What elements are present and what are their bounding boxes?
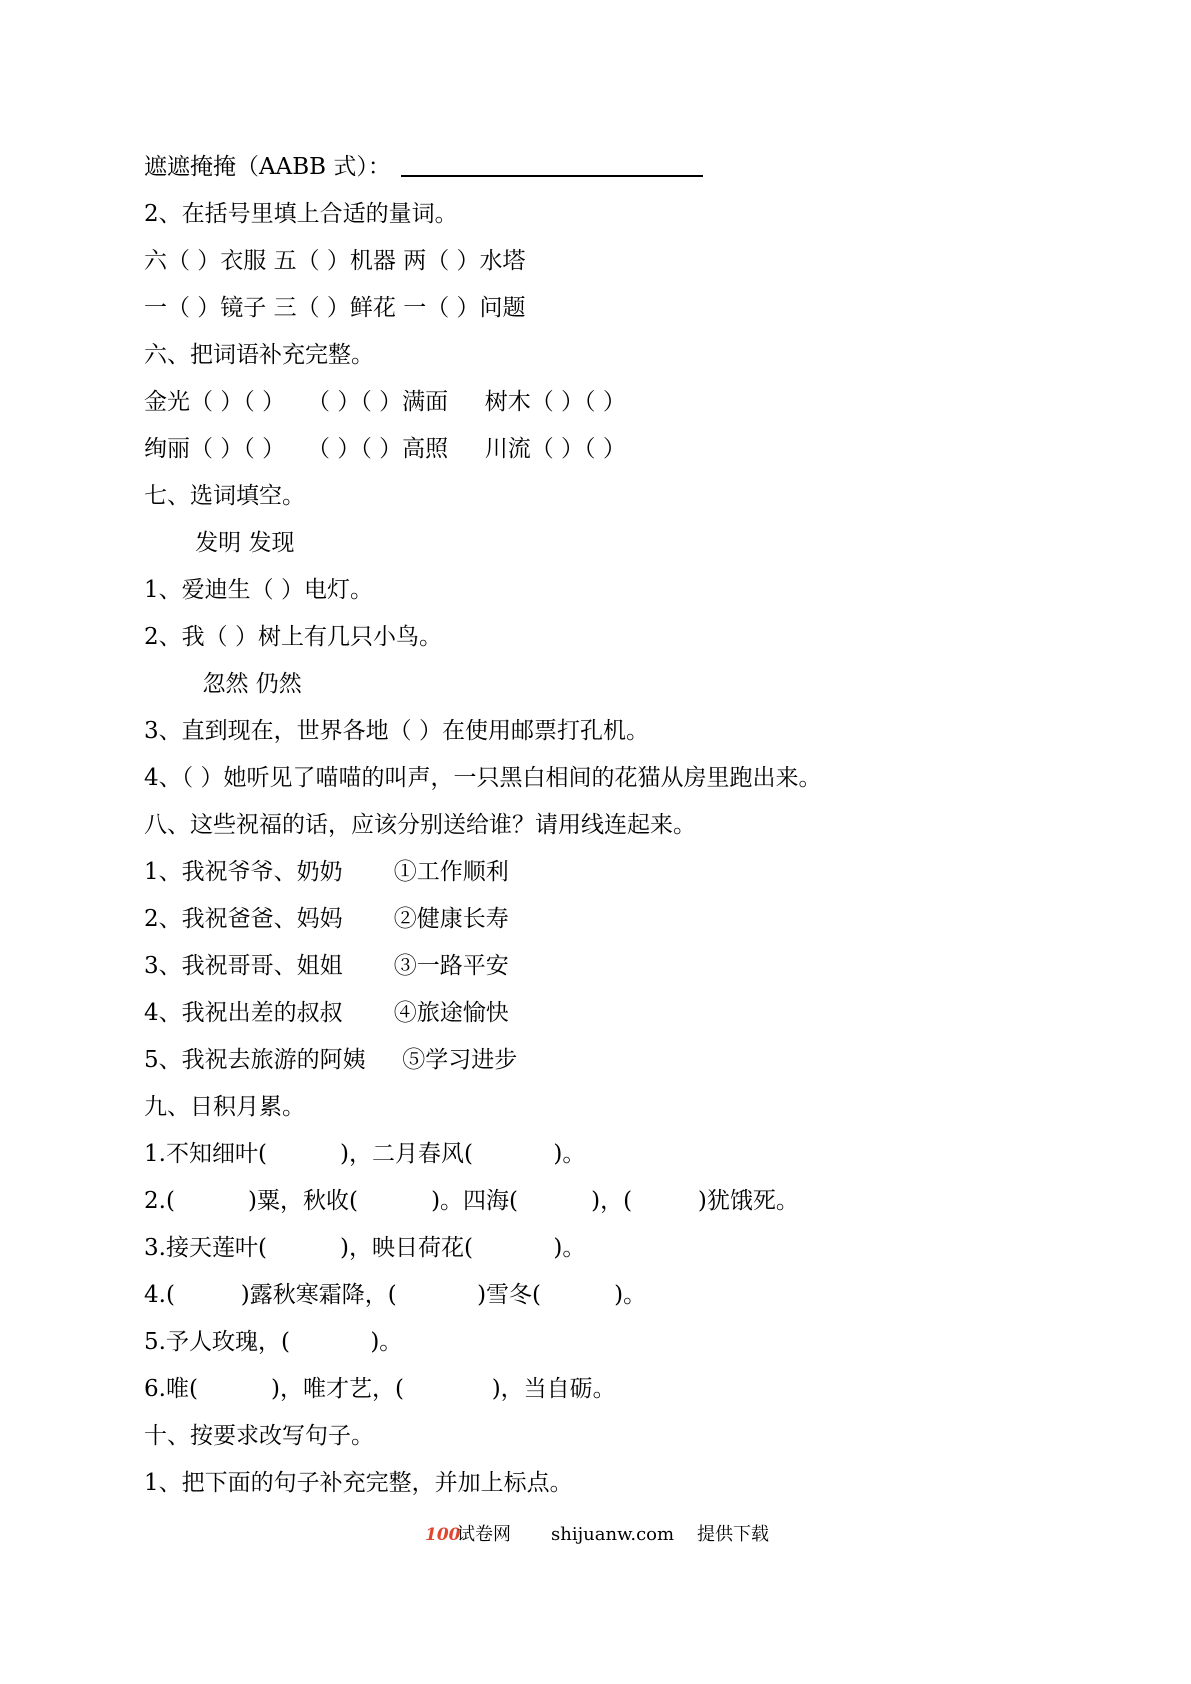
line-aabb-prompt: 遮遮掩掩（AABB 式）： [144,154,391,180]
line-stamp-machine: 3、直到现在，世界各地（ ）在使用邮票打孔机。 [144,718,649,744]
line-phrase-row-1: 金光（ ）（ ） （ ）（ ）满面 树木（ ）（ ） [144,389,626,415]
line-edison: 1、爱迪生（ ）电灯。 [144,577,373,603]
footer-tagline: 提供下载 [697,1524,769,1545]
site-url: shijuanw.com [551,1524,675,1545]
section-eight-heading: 八、这些祝福的话，应该分别送给谁？请用线连起来。 [144,812,696,838]
logo-100-mark: 100 [425,1525,461,1545]
section-nine-heading: 九、日积月累。 [144,1094,305,1120]
poem-line-5: 5.予人玫瑰，( )。 [144,1329,403,1355]
line-birds: 2、我（ ）树上有几只小鸟。 [144,624,442,650]
section-ten-heading: 十、按要求改写句子。 [144,1423,374,1449]
line-cat: 4、（ ）她听见了喵喵的叫声，一只黑白相间的花猫从房里跑出来。 [144,765,822,791]
match-row-4: 4、我祝出差的叔叔 ④旅途愉快 [144,1000,509,1026]
section-six-heading: 六、把词语补充完整。 [144,342,374,368]
poem-line-2: 2.( )粟，秋收( )。四海( )，( )犹饿死。 [144,1188,799,1214]
logo-text: 试卷网 [457,1524,511,1545]
word-choice-2: 忽然 仍然 [144,671,302,697]
line-phrase-row-2: 绚丽（ ）（ ） （ ）（ ）高照 川流（ ）（ ） [144,436,626,462]
question-measure-words: 2、在括号里填上合适的量词。 [144,201,458,227]
answer-blank-line [401,175,703,177]
match-row-3: 3、我祝哥哥、姐姐 ③一路平安 [144,953,509,979]
match-row-5: 5、我祝去旅游的阿姨 ⑤学习进步 [144,1047,518,1073]
line-measure-row-2: 一（ ）镜子 三（ ）鲜花 一（ ）问题 [144,295,526,321]
match-row-1: 1、我祝爷爷、奶奶 ①工作顺利 [144,859,509,885]
page-footer [0,1520,1191,1550]
line-measure-row-1: 六（ ）衣服 五（ ）机器 两（ ）水塔 [144,248,526,274]
word-choice-1: 发明 发现 [144,530,295,556]
poem-line-4: 4.( )露秋寒霜降，( )雪冬( )。 [144,1282,647,1308]
poem-line-3: 3.接天莲叶( )，映日荷花( )。 [144,1235,586,1261]
question-complete-sentence: 1、把下面的句子补充完整，并加上标点。 [144,1470,573,1496]
poem-line-1: 1.不知细叶( )，二月春风( )。 [144,1141,586,1167]
match-row-2: 2、我祝爸爸、妈妈 ②健康长寿 [144,906,509,932]
section-seven-heading: 七、选词填空。 [144,483,305,509]
poem-line-6: 6.唯( )，唯才艺，( )，当自砺。 [144,1376,616,1402]
